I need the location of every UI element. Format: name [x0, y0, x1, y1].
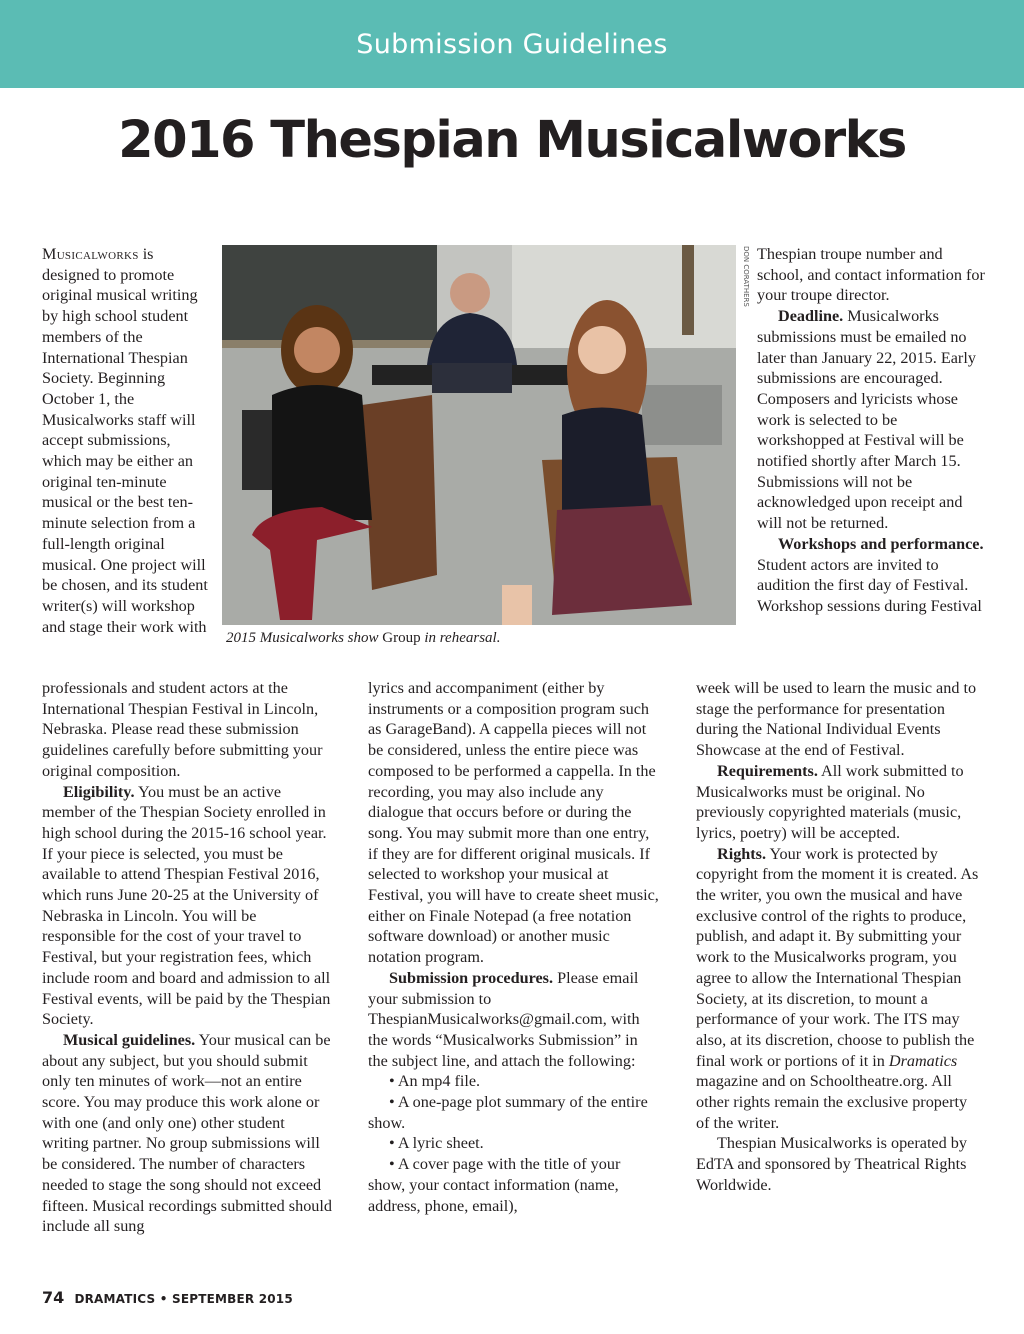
- workshops-paragraph: [757, 534, 987, 617]
- page-footer: [42, 1288, 293, 1307]
- photo-caption: [226, 630, 500, 647]
- column-3-body: [696, 678, 984, 1196]
- intro-paragraph: [42, 244, 210, 637]
- magazine-issue: DRAMATICS • SEPTEMBER 2015: [74, 1292, 293, 1306]
- intro-continued: professionals and student actors at the International Thespian Festival in Lincoln, Nebraska. Please read these submission guidelines carefully before submitting your original composition.: [42, 679, 323, 780]
- column-2-body: [368, 678, 660, 1216]
- submission-procedures-paragraph: [368, 968, 660, 1072]
- rights-text: Your work is protected by copyright from the moment it is created. As the writer, you own the musical and have exclusive control of the rights to produce, publish, and adapt it. By submitting your work to the Musicalworks program, you agree to allow the International Thespian Society, at its discretion, to mount a performance of your work. The ITS may also, at its discretion, choose to publish the final work or portions of it in: [696, 844, 979, 1070]
- bullet-item: • A lyric sheet.: [389, 1134, 484, 1153]
- section-banner-label: Submission Guidelines: [356, 29, 668, 60]
- rights-magazine-name: Dramatics: [888, 1051, 958, 1070]
- musical-guidelines-text: Your musical can be about any subject, but you should submit only ten minutes of work—not an entire score. You may produce this work alone or with one (and only one) other student writing partner. No group submissions will be considered. The number of characters needed to stage the song should not exceed fifteen. Musical recordings submitted should include all sung: [42, 1030, 332, 1236]
- workshops-heading: Workshops and performance.: [778, 534, 984, 553]
- troupe-info-paragraph: Thespian troupe number and school, and contact information for your troupe director.: [757, 245, 985, 305]
- musical-guidelines-heading: Musical guidelines.: [63, 1030, 196, 1049]
- closing-paragraph: Thespian Musicalworks is operated by EdTA and sponsored by Theatrical Rights Worldwide.: [696, 1134, 967, 1194]
- column-1-body: [42, 678, 332, 1237]
- article-title: 2016 Thespian Musicalworks: [118, 111, 906, 170]
- requirements-text: All work submitted to Musicalworks must be original. No previously copyrighted materials (music, lyrics, poetry) will be accepted.: [696, 761, 964, 842]
- requirements-paragraph: [696, 761, 984, 844]
- intro-lead-word: Musicalworks: [42, 245, 139, 263]
- bullet-item: • A one-page plot summary of the entire show.: [368, 1093, 648, 1132]
- workshops-continued: week will be used to learn the music and to stage the performance for presentation during the National Individual Events Showcase at the end of Festival.: [696, 679, 977, 760]
- bullet-item: • A cover page with the title of your show, your contact information (name, address, phone, email),: [368, 1155, 621, 1215]
- column-3-upper: [757, 244, 987, 617]
- deadline-paragraph: [757, 306, 987, 534]
- page-number: 74: [42, 1288, 65, 1307]
- workshops-text: Student actors are invited to audition the first day of Festival. Workshop sessions during Festival: [757, 555, 982, 615]
- deadline-text: Musicalworks submissions must be emailed no later than January 22, 2015. Early submissions are encouraged. Composers and lyricists whose work is selected to be workshopped at Festival will be notified shortly after March 15. Submissions will not be acknowledged upon receipt and will not be returned.: [757, 307, 976, 533]
- eligibility-paragraph: [42, 782, 332, 1030]
- caption-group: Group: [378, 630, 421, 646]
- section-banner: [0, 0, 1024, 88]
- caption-show-title: 2015 Musicalworks show: [226, 630, 379, 646]
- requirements-heading: Requirements.: [717, 761, 818, 780]
- submission-procedures-text: Please email your submission to ThespianMusicalworks@gmail.com, with the words “Musicalworks Submission” in the subject line, and attach the following:: [368, 968, 640, 1070]
- rights-paragraph: [696, 844, 984, 1134]
- photo-credit: DON CORATHERS: [742, 246, 750, 307]
- rehearsal-photo: [222, 245, 736, 625]
- intro-text: is designed to promote original musical writing by high school student members of the International Thespian Society. Beginning October 1, the Musicalworks staff will accept submissions, which may be either an original ten-minute musical or the best ten-minute selection from a full-length original musical. One project will be chosen, and its student writer(s) will workshop and stage their work with: [42, 245, 208, 636]
- submission-procedures-heading: Submission procedures.: [389, 968, 554, 987]
- rights-text-end: magazine and on Schooltheatre.org. All other rights remain the exclusive property of the writer.: [696, 1072, 968, 1132]
- rights-heading: Rights.: [717, 844, 767, 863]
- deadline-heading: Deadline.: [778, 307, 844, 326]
- recording-paragraph: lyrics and accompaniment (either by instruments or a composition program such as GarageBand). A cappella pieces will not be considered, unless the entire piece was composed to be performed a cappella. In the recording, you may also include any dialogue that occurs before or during the song. You may submit more than one entry, if they are for different original musicals. If selected to workshop your musical at Festival, you will have to create sheet music, either on Finale Notepad (a free notation software download) or another music notation program.: [368, 679, 659, 967]
- musical-guidelines-paragraph: [42, 1030, 332, 1237]
- eligibility-text: You must be an active member of the Thespian Society enrolled in high school during the 2015-16 school year. If your piece is selected, you must be available to attend Thespian Festival 2016, which runs June 20-25 at the University of Nebraska in Lincoln. You will be responsible for the cost of your travel to Festival, but your registration fees, which include room and board and admission to all Festival events, will be paid by the Thespian Society.: [42, 782, 331, 1029]
- caption-rehearsal: in rehearsal.: [420, 630, 501, 646]
- bullet-item: • An mp4 file.: [389, 1072, 481, 1091]
- eligibility-heading: Eligibility.: [63, 782, 135, 801]
